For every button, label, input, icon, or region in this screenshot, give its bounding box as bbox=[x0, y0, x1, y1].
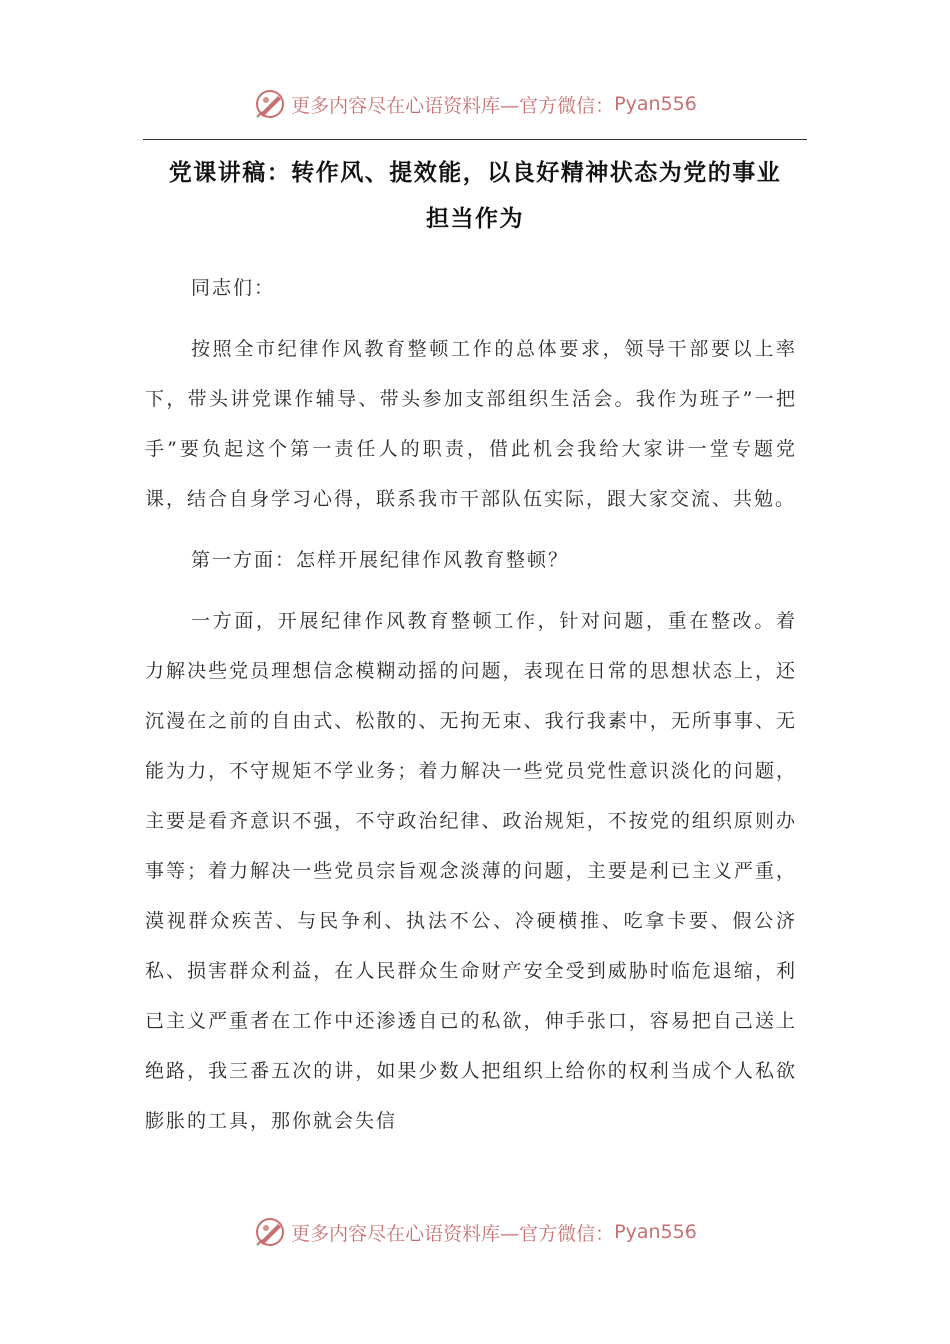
document-body bbox=[145, 263, 797, 1157]
title-line-1: 党课讲稿：转作风、提效能，以良好精神状态为党的事业 bbox=[168, 160, 782, 186]
intro-paragraph: 按照全市纪律作风教育整顿工作的总体要求，领导干部要以上率下，带头讲党课作辅导、带头参加支部组织生活会。我作为班子”一把手”要负起这个第一责任人的职责，借此机会我给大家讲一堂专题党课，结合自身学习心得，联系我市干部队伍实际，跟大家交流、共勉。 bbox=[145, 338, 797, 510]
pen-logo-icon bbox=[253, 87, 287, 121]
watermark-text: 更多内容尽在心语资料库—官方微信： bbox=[291, 94, 615, 117]
watermark-wechat-id: Pyan556 bbox=[614, 1221, 697, 1243]
header-watermark bbox=[0, 84, 950, 124]
section-heading: 第一方面：怎样开展纪律作风教育整顿？ bbox=[191, 549, 570, 571]
title-line-2: 担当作为 bbox=[426, 206, 524, 232]
watermark-wechat-id: Pyan556 bbox=[614, 93, 697, 115]
salutation: 同志们： bbox=[191, 277, 276, 299]
document-title bbox=[143, 150, 807, 242]
body-paragraph: 一方面，开展纪律作风教育整顿工作，针对问题，重在整改。着力解决些党员理想信念模糊动摇的问题，表现在日常的思想状态上，还沉漫在之前的自由式、松散的、无拘无束、我行我素中，无所事事、无能为力，不守规矩不学业务；着力解决一些党员党性意识淡化的问题，主要是看齐意识不强，不守政治纪律、政治规矩，不按党的组织原则办事等；着力解决一些党员宗旨观念淡薄的问题，主要是利已主义严重，漠视群众疾苦、与民争利、执法不公、冷硬横推、吃拿卡要、假公济私、损害群众利益，在人民群众生命财产安全受到威胁时临危退缩，利已主义严重者在工作中还渗透自已的私欲，伸手张口，容易把自己送上绝路，我三番五次的讲，如果少数人把组织上给你的权利当成个人私欲膨胀的工具，那你就会失信 bbox=[145, 610, 797, 1132]
footer-watermark bbox=[0, 1212, 950, 1252]
pen-logo-icon bbox=[253, 1215, 287, 1249]
watermark-text: 更多内容尽在心语资料库—官方微信： bbox=[291, 1222, 615, 1245]
header-divider bbox=[143, 139, 807, 140]
